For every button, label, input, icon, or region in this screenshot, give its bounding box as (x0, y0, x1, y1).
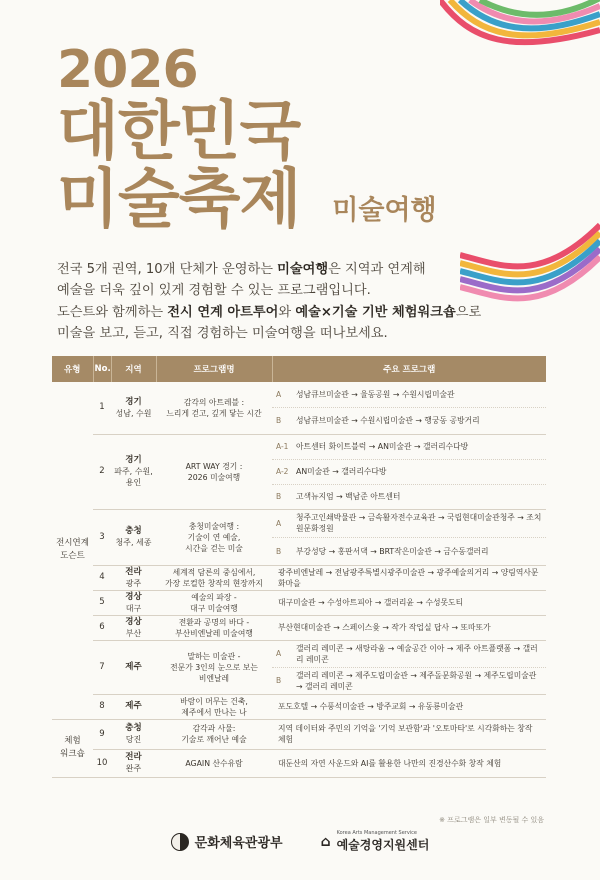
main-program-cell (272, 640, 546, 694)
program-name: ART WAY 경기 : 2026 미술여행 (156, 434, 272, 509)
header-main-program: 주요 프로그램 (272, 356, 546, 382)
region-name: 충청 (125, 723, 142, 733)
kams-english-name: Korea Arts Management Service (336, 830, 417, 836)
row-number: 10 (93, 749, 111, 777)
course-route: 청주고인쇄박물관 → 금속활자전수교육관 → 국립현대미술관청주 → 조치원문화정원 (296, 513, 542, 533)
course-route: 광주비엔날레 → 전남광주특별시광주미술관 → 광주예술의거리 → 양림역사문화마을 (278, 567, 539, 588)
intro-text: 도슨트와 함께하는 (57, 305, 168, 320)
course-route: 성남큐브미술관 → 율동공원 → 수원시립미술관 (296, 390, 455, 400)
intro-paragraph-2 (57, 302, 481, 344)
region-name: 경기 (125, 396, 142, 407)
course-route: 아트센터 화이트블럭 → AN미술관 → 갤러리수다방 (296, 442, 469, 451)
row-number: 2 (93, 434, 111, 509)
type-cell: 체험 워크숍 (52, 719, 93, 777)
program-name: 충청미술여행 : 기술이 연 예술, 시간을 걷는 미술 (156, 509, 272, 565)
course-code: A-2 (276, 467, 289, 476)
ribbon-top-decoration (440, 0, 600, 60)
course-code: A (276, 518, 282, 528)
table-row (52, 615, 546, 640)
program-name: 감각의 아트레블 : 느리게 걷고, 깊게 닿는 시간 (156, 382, 272, 434)
region-name: 제주 (125, 701, 142, 711)
city-name: 완주 (125, 764, 142, 773)
row-number: 9 (93, 719, 111, 749)
city-name: 당진 (125, 735, 142, 744)
intro-text: 와 (278, 305, 296, 320)
intro-highlight: 예술×기술 기반 체험워크숍 (295, 305, 456, 320)
city-name: 청주, 세종 (115, 538, 152, 547)
intro-text: 은 지역과 연계해 (328, 262, 426, 277)
table-row (52, 382, 546, 434)
program-name: 감각과 사물: 기술로 깨어난 예술 (156, 719, 272, 749)
festival-year: 2026 (57, 40, 198, 100)
region-name: 충청 (125, 526, 142, 536)
course-route: 갤러리 레미콘 → 제주도립미술관 → 제주돌문화공원 → 제주도립미술관 → 갤러리 레미콘 (296, 670, 537, 691)
row-number: 5 (93, 590, 111, 615)
row-number: 6 (93, 615, 111, 640)
header-program-name: 프로그램명 (156, 356, 272, 382)
course-item (272, 382, 546, 408)
program-name: AGAIN 산수유람 (156, 749, 272, 777)
course-route: 부강성당 → 홍판서댁 → BRT작은미술관 → 금수동갤러리 (296, 546, 489, 556)
program-name: 예술의 파장 - 대구 미술여행 (156, 590, 272, 615)
type-cell: 전시연계 도슨트 (52, 382, 93, 719)
table-row (52, 749, 546, 777)
table-row (52, 565, 546, 590)
intro-paragraph-1 (57, 259, 426, 301)
region-name: 전라 (125, 752, 142, 762)
table-header-row (52, 356, 546, 382)
region-cell (111, 434, 156, 509)
course-item (272, 641, 546, 668)
intro-text: 으로 (455, 305, 482, 320)
footnote: ※ 프로그램은 일부 변동될 수 있음 (439, 816, 544, 824)
course-code: B (276, 492, 282, 501)
program-table (52, 356, 546, 778)
program-name: 전환과 공명의 바다 - 부산비엔날레 미술여행 (156, 615, 272, 640)
course-item (272, 538, 546, 565)
footer-logos (0, 830, 600, 853)
ministry-name: 문화체육관광부 (194, 836, 283, 851)
course-route: 포도호텔 → 수풍석미술관 → 방주교회 → 유동룡미술관 (278, 702, 464, 711)
region-name: 전라 (125, 566, 142, 577)
course-item (272, 668, 546, 694)
intro-highlight: 미술여행 (277, 262, 329, 277)
main-program-cell (272, 565, 546, 590)
course-code: B (276, 546, 282, 556)
main-program-cell (272, 719, 546, 749)
header-region: 지역 (111, 356, 156, 382)
city-name: 대구 (125, 603, 142, 613)
city-name: 광주 (125, 578, 142, 588)
course-route: 고색뉴지엄 → 백남준 아트센터 (296, 492, 401, 501)
city-name: 부산 (125, 628, 142, 638)
table-row (52, 694, 546, 719)
title-line-2-text: 미술축제 (57, 163, 301, 237)
course-item (272, 435, 546, 460)
header-type: 유형 (52, 356, 93, 382)
intro-text: 미술을 보고, 듣고, 직접 경험하는 미술여행을 떠나보세요. (57, 326, 388, 341)
row-number: 7 (93, 640, 111, 694)
title-line-1: 대한민국 (57, 95, 301, 169)
course-route: 갤러리 레미콘 → 새탕라움 → 예술공간 이아 → 제주 아트플랫폼 → 갤러리 레미콘 (296, 643, 538, 664)
table-row (52, 509, 546, 565)
course-code: A-1 (276, 442, 289, 451)
kams-logo (321, 830, 430, 853)
main-program-cell (272, 615, 546, 640)
program-name: 바람이 머무는 건축, 제주에서 만나는 나 (156, 694, 272, 719)
region-cell (111, 615, 156, 640)
course-route: 대구미술관 → 수성아트피아 → 갤러리윤 → 수성못도티 (278, 598, 464, 607)
table-row (52, 590, 546, 615)
course-code: A (276, 390, 282, 400)
region-cell (111, 640, 156, 694)
table-row (52, 719, 546, 749)
region-cell (111, 719, 156, 749)
main-program-cell (272, 382, 546, 434)
course-code: B (276, 676, 282, 685)
kams-mark-icon: ⌂ (320, 833, 331, 850)
city-name: 성남, 수원 (115, 408, 152, 418)
ribbon-right-decoration (460, 205, 600, 315)
region-cell (111, 694, 156, 719)
course-item (272, 408, 546, 433)
main-program-cell (272, 590, 546, 615)
header-no: No. (93, 356, 111, 382)
title-line-2 (57, 163, 437, 237)
region-name: 경상 (125, 591, 142, 602)
city-name: 파주, 수원, 용인 (114, 467, 153, 487)
program-name: 세계적 담론의 중심에서, 가장 로컬한 창작의 현장까지 (156, 565, 272, 590)
hero-title-block (57, 40, 437, 237)
course-item (272, 460, 546, 485)
region-cell (111, 590, 156, 615)
program-name: 말하는 미술관 - 전문가 3인의 눈으로 보는 비엔날레 (156, 640, 272, 694)
course-code: A (276, 649, 282, 658)
course-route: 성남큐브미술관 → 수원시립미술관 → 행궁동 공방거리 (296, 416, 480, 426)
region-name: 제주 (125, 661, 142, 672)
course-route: 부산현대미술관 → 스페이스윷 → 작가 작업실 답사 → 또따또가 (278, 623, 491, 632)
course-route: 지역 데이터와 주민의 기억을 '기억 보관함'과 '오토마타'로 시각화하는 창작 체험 (278, 724, 533, 744)
row-number: 8 (93, 694, 111, 719)
row-number: 4 (93, 565, 111, 590)
region-name: 경기 (125, 455, 142, 465)
intro-text: 예술을 더욱 깊이 있게 경험할 수 있는 프로그램입니다. (57, 283, 371, 298)
main-program-cell (272, 434, 546, 509)
region-cell (111, 565, 156, 590)
ministry-logo (171, 832, 283, 851)
row-number: 1 (93, 382, 111, 434)
course-item (272, 510, 546, 538)
course-route: 대둔산의 자연 사운드와 AI를 활용한 나만의 진경산수화 창작 체험 (278, 758, 502, 768)
course-route: AN미술관 → 갤러리수다방 (296, 467, 387, 476)
region-name: 경상 (125, 616, 142, 627)
main-program-cell (272, 509, 546, 565)
row-number: 3 (93, 509, 111, 565)
kams-name: 예술경영지원센터 (336, 838, 430, 852)
taegeuk-icon (171, 833, 189, 851)
tagline: 미술여행 (332, 195, 437, 226)
region-cell (111, 382, 156, 434)
table-row (52, 434, 546, 509)
region-cell (111, 749, 156, 777)
intro-text: 전국 5개 권역, 10개 단체가 운영하는 (57, 262, 278, 277)
main-program-cell (272, 749, 546, 777)
region-cell (111, 509, 156, 565)
course-code: B (276, 416, 282, 426)
intro-highlight: 전시 연계 아트투어 (167, 305, 279, 320)
main-program-cell (272, 694, 546, 719)
table-row (52, 640, 546, 694)
course-item (272, 485, 546, 509)
